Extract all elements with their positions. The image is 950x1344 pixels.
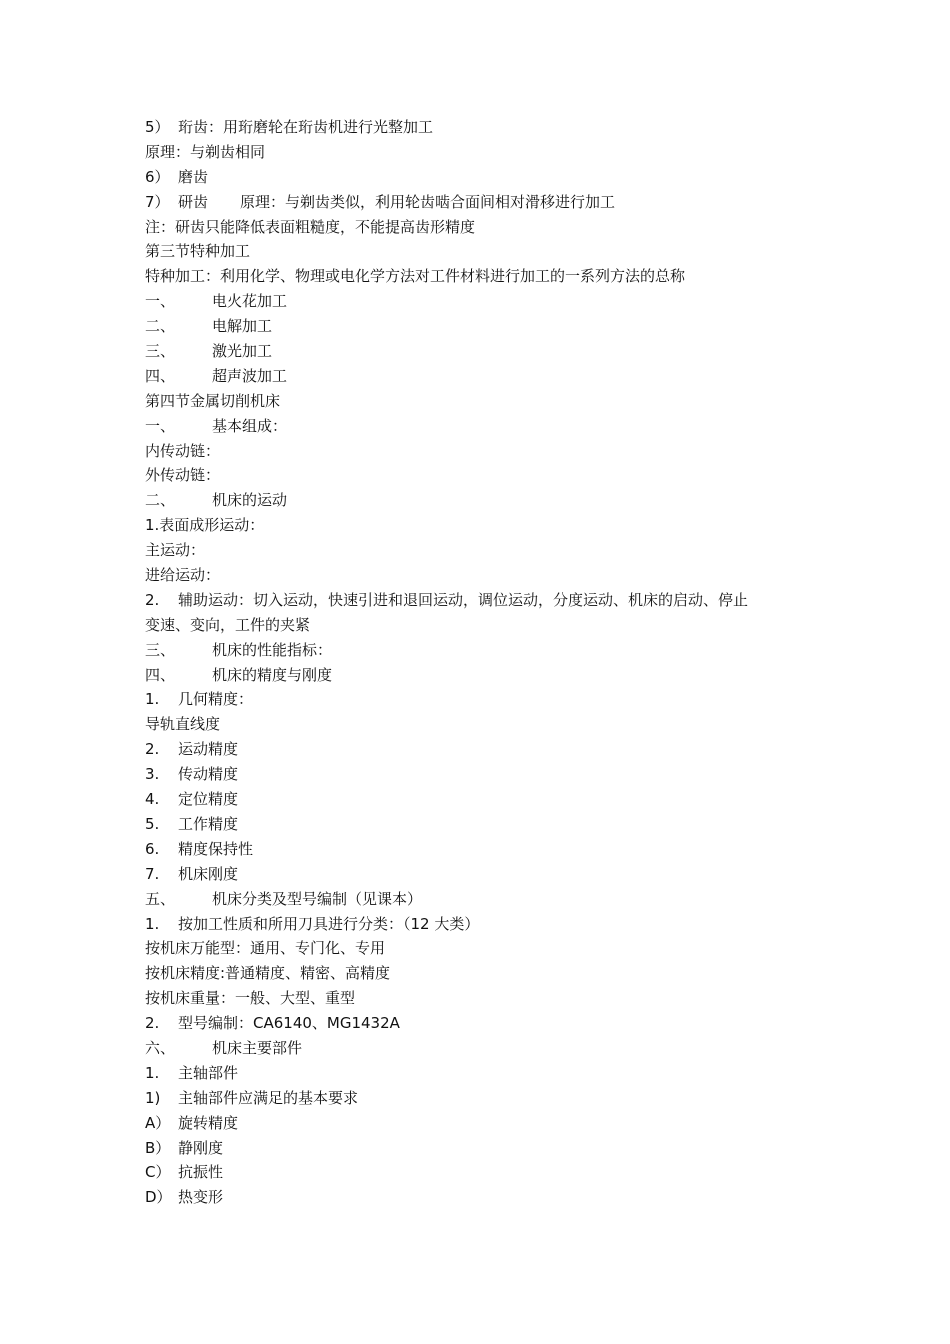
line-text: 工作精度 xyxy=(178,814,239,833)
line-text: 按加工性质和所用刀具进行分类：（12 大类） xyxy=(178,914,480,933)
text-line xyxy=(145,140,835,165)
line-text: 机床的运动 xyxy=(212,491,288,510)
text-line xyxy=(145,563,835,588)
line-text: 运动精度 xyxy=(178,740,239,759)
list-marker: 五、 xyxy=(145,889,176,908)
text-line xyxy=(145,513,835,538)
text-line xyxy=(145,538,835,563)
text-line xyxy=(145,1111,835,1136)
line-text: 超声波加工 xyxy=(212,366,288,385)
list-marker: 1. xyxy=(145,690,160,709)
text-line xyxy=(145,663,835,688)
text-line xyxy=(145,961,835,986)
list-marker: D） xyxy=(145,1188,172,1207)
line-text: 定位精度 xyxy=(178,790,239,809)
list-marker: 2. xyxy=(145,740,160,759)
line-text: 按机床精度:普通精度、精密、高精度 xyxy=(145,964,391,983)
text-line xyxy=(145,737,835,762)
line-text: 主轴部件 xyxy=(178,1063,239,1082)
list-marker: C） xyxy=(145,1163,171,1182)
line-text: 旋转精度 xyxy=(178,1113,239,1132)
line-text: 电解加工 xyxy=(212,317,273,336)
line-text: 机床的精度与刚度 xyxy=(212,665,333,684)
line-text: 机床分类及型号编制（见课本） xyxy=(212,889,423,908)
list-marker: 2. xyxy=(145,590,160,609)
list-marker: 6） xyxy=(145,167,170,186)
line-text: 原理：与剃齿相同 xyxy=(145,142,266,161)
list-marker: 二、 xyxy=(145,491,176,510)
line-text: 进给运动： xyxy=(145,566,221,585)
text-line xyxy=(145,986,835,1011)
line-text: 珩齿：用珩磨轮在珩齿机进行光整加工 xyxy=(178,118,434,136)
list-marker: 4. xyxy=(145,790,160,809)
line-text: 机床主要部件 xyxy=(212,1038,303,1057)
line-text: 静刚度 xyxy=(178,1138,224,1157)
line-text: 激光加工 xyxy=(212,342,273,361)
text-line xyxy=(145,414,835,439)
line-text: 按机床重量：一般、大型、重型 xyxy=(145,989,356,1008)
line-text: 机床的性能指标： xyxy=(212,640,333,659)
list-marker: 6. xyxy=(145,839,160,858)
list-marker: 三、 xyxy=(145,342,176,361)
line-text: 热变形 xyxy=(178,1188,224,1207)
line-text: 特种加工：利用化学、物理或电化学方法对工件材料进行加工的一系列方法的总称 xyxy=(145,267,686,286)
line-text: 磨齿 xyxy=(178,167,209,186)
text-line xyxy=(145,1011,835,1036)
text-line xyxy=(145,314,835,339)
text-line xyxy=(145,264,835,289)
text-line xyxy=(145,588,835,613)
line-text: 机床刚度 xyxy=(178,864,239,883)
line-text: 导轨直线度 xyxy=(145,715,221,734)
line-text: 辅助运动：切入运动，快速引进和退回运动，调位运动，分度运动、机床的启动、停止 xyxy=(178,590,749,609)
text-line xyxy=(145,787,835,812)
text-line xyxy=(145,1160,835,1185)
text-line xyxy=(145,439,835,464)
text-line xyxy=(145,1136,835,1161)
line-text: 1.表面成形运动： xyxy=(145,516,265,535)
line-text: 精度保持性 xyxy=(178,839,254,858)
line-text: 注：研齿只能降低表面粗糙度，不能提高齿形精度 xyxy=(145,217,476,236)
list-marker: 2. xyxy=(145,1014,160,1033)
text-line xyxy=(145,887,835,912)
list-marker: 二、 xyxy=(145,317,176,336)
text-line xyxy=(145,463,835,488)
list-marker: 5. xyxy=(145,814,160,833)
line-text: 主运动： xyxy=(145,541,206,560)
text-line xyxy=(145,339,835,364)
section-heading xyxy=(145,239,835,264)
list-marker: 1. xyxy=(145,914,160,933)
list-marker: 四、 xyxy=(145,665,176,684)
text-line xyxy=(145,912,835,937)
text-line xyxy=(145,936,835,961)
list-marker: 1) xyxy=(145,1088,161,1107)
text-line xyxy=(145,1036,835,1061)
line-text: 研齿 xyxy=(178,192,209,211)
text-line xyxy=(145,837,835,862)
text-line xyxy=(145,712,835,737)
text-line xyxy=(145,289,835,314)
text-line xyxy=(145,190,835,215)
line-text: 外传动链： xyxy=(145,466,221,485)
text-line xyxy=(145,762,835,787)
text-line xyxy=(145,115,835,140)
text-line xyxy=(145,1061,835,1086)
text-line xyxy=(145,638,835,663)
list-marker: 7） xyxy=(145,192,170,211)
line-text: 变速、变向，工件的夹紧 xyxy=(145,615,311,634)
list-marker: 四、 xyxy=(145,366,176,385)
line-text: 主轴部件应满足的基本要求 xyxy=(178,1088,359,1107)
line-text: 基本组成： xyxy=(212,416,288,435)
line-text: 型号编制：CA6140、MG1432A xyxy=(178,1014,400,1033)
line-text: 第三节特种加工 xyxy=(145,242,251,261)
line-text: 电火花加工 xyxy=(212,292,288,311)
list-marker: 7. xyxy=(145,864,160,883)
list-marker: 5） xyxy=(145,118,170,136)
line-text-continued: 原理：与剃齿类似，利用轮齿啮合面间相对滑移进行加工 xyxy=(240,192,616,211)
list-marker: 一、 xyxy=(145,416,176,435)
text-line xyxy=(145,862,835,887)
text-line xyxy=(145,1086,835,1111)
list-marker: 1. xyxy=(145,1063,160,1082)
line-text: 内传动链： xyxy=(145,441,221,460)
text-line xyxy=(145,1185,835,1210)
line-text: 几何精度： xyxy=(178,690,254,709)
text-line xyxy=(145,364,835,389)
text-line xyxy=(145,488,835,513)
line-text: 第四节金属切削机床 xyxy=(145,391,281,410)
list-marker: B） xyxy=(145,1138,171,1157)
line-text: 按机床万能型：通用、专门化、专用 xyxy=(145,939,386,958)
text-line xyxy=(145,687,835,712)
section-heading xyxy=(145,389,835,414)
list-marker: 3. xyxy=(145,765,160,784)
line-text: 传动精度 xyxy=(178,765,239,784)
list-marker: 三、 xyxy=(145,640,176,659)
line-text: 抗振性 xyxy=(178,1163,224,1182)
text-line xyxy=(145,215,835,240)
list-marker: A） xyxy=(145,1113,171,1132)
text-line xyxy=(145,812,835,837)
document-body xyxy=(145,115,835,1210)
text-line xyxy=(145,613,835,638)
list-marker: 一、 xyxy=(145,292,176,311)
list-marker: 六、 xyxy=(145,1038,176,1057)
text-line xyxy=(145,165,835,190)
